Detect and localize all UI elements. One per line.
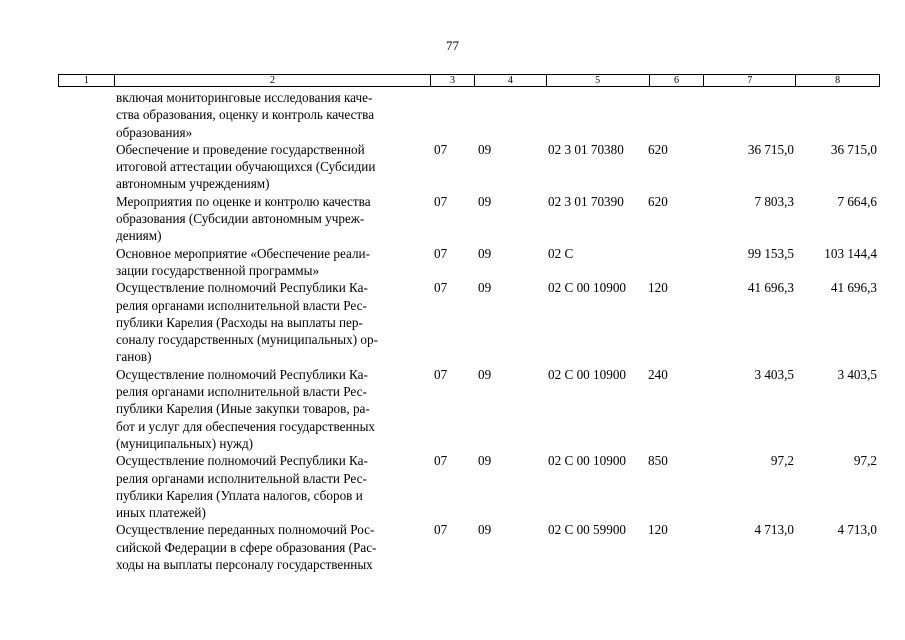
- description-line: публики Карелия (Иные закупки товаров, ра-: [116, 401, 370, 417]
- description-line: Осуществление полномочий Республики Ка-: [116, 366, 368, 382]
- row-description: [116, 452, 434, 521]
- description-line: ства образования, оценку и контроль качества: [116, 107, 375, 123]
- description-line: Основное мероприятие «Обеспечение реали-: [116, 245, 370, 261]
- row-description: [116, 366, 434, 452]
- subsection-code: 09: [478, 141, 492, 157]
- description-line: Осуществление полномочий Республики Ка-: [116, 453, 368, 469]
- row-description: [116, 521, 434, 573]
- table-row: [58, 452, 880, 521]
- description-line: Осуществление переданных полномочий Рос-: [116, 522, 375, 538]
- subsection-code: 09: [478, 280, 492, 296]
- amount-col-7: 7 803,3: [754, 193, 794, 209]
- description-line: публики Карелия (Уплата налогов, сборов и: [116, 487, 363, 503]
- page-number: 77: [446, 38, 459, 53]
- row-description: [116, 89, 434, 141]
- target-article-code: 02 3 01 70380: [548, 141, 624, 157]
- section-code: 07: [434, 245, 448, 261]
- target-article-code: 02 С 00 10900: [548, 453, 627, 469]
- section-code: 07: [434, 366, 448, 382]
- description-line: образования (Субсидии автономным учреж-: [116, 211, 365, 227]
- header-col-6: 6: [649, 75, 704, 86]
- subsection-code: 09: [478, 453, 492, 469]
- table-row: [58, 521, 880, 573]
- subsection-code: 09: [478, 245, 492, 261]
- expense-type-code: 240: [648, 366, 668, 382]
- expense-type-code: 620: [648, 141, 668, 157]
- description-line: Мероприятия по оценке и контролю качества: [116, 193, 371, 209]
- description-line: публики Карелия (Расходы на выплаты пер-: [116, 314, 363, 330]
- table-row: [58, 89, 880, 141]
- description-line: зации государственной программы»: [116, 262, 320, 278]
- description-line: автономным учреждениям): [116, 176, 270, 192]
- subsection-code: 09: [478, 522, 492, 538]
- amount-col-8: 7 664,6: [837, 193, 877, 209]
- description-line: ганов): [116, 349, 152, 365]
- amount-col-7: 41 696,3: [747, 280, 794, 296]
- row-description: [116, 141, 434, 193]
- table-row: [58, 141, 880, 193]
- expense-type-code: 620: [648, 193, 668, 209]
- description-line: образования»: [116, 124, 193, 140]
- description-line: релия органами исполнительной власти Рес-: [116, 384, 367, 400]
- section-code: 07: [434, 193, 448, 209]
- amount-col-8: 3 403,5: [837, 366, 877, 382]
- description-line: ходы на выплаты персоналу государственных: [116, 557, 373, 573]
- subsection-code: 09: [478, 193, 492, 209]
- amount-col-8: 103 144,4: [824, 245, 877, 261]
- table-row: [58, 193, 880, 245]
- description-line: соналу государственных (муниципальных) ор-: [116, 332, 378, 348]
- table-row: [58, 366, 880, 452]
- expense-type-code: 120: [648, 280, 668, 296]
- amount-col-8: 36 715,0: [830, 141, 877, 157]
- description-line: дениям): [116, 228, 162, 244]
- header-col-7: 7: [703, 75, 795, 86]
- table-header-row: [58, 74, 880, 87]
- row-description: [116, 245, 434, 280]
- description-line: иных платежей): [116, 505, 206, 521]
- description-line: сийской Федерации в сфере образования (Рас-: [116, 539, 377, 555]
- description-line: включая мониторинговые исследования каче-: [116, 90, 373, 105]
- header-col-2: 2: [114, 75, 430, 86]
- table-body: [58, 89, 880, 573]
- description-line: (муниципальных) нужд): [116, 435, 254, 451]
- amount-col-8: 41 696,3: [830, 280, 877, 296]
- description-line: Обеспечение и проведение государственной: [116, 141, 365, 157]
- amount-col-7: 36 715,0: [747, 141, 794, 157]
- table-row: [58, 279, 880, 365]
- target-article-code: 02 3 01 70390: [548, 193, 624, 209]
- description-line: Осуществление полномочий Республики Ка-: [116, 280, 368, 296]
- section-code: 07: [434, 453, 448, 469]
- amount-col-7: 99 153,5: [747, 245, 794, 261]
- header-col-1: 1: [83, 75, 89, 86]
- row-description: [116, 279, 434, 365]
- subsection-code: 09: [478, 366, 492, 382]
- description-line: релия органами исполнительной власти Рес-: [116, 297, 367, 313]
- header-col-3: 3: [430, 75, 474, 86]
- amount-col-7: 4 713,0: [754, 522, 794, 538]
- target-article-code: 02 С 00 59900: [548, 522, 627, 538]
- section-code: 07: [434, 280, 448, 296]
- header-col-8: 8: [795, 75, 879, 86]
- header-col-5: 5: [546, 75, 649, 86]
- description-line: релия органами исполнительной власти Рес-: [116, 470, 367, 486]
- table-row: [58, 245, 880, 280]
- target-article-code: 02 С: [548, 245, 574, 261]
- expense-type-code: 120: [648, 522, 668, 538]
- description-line: бот и услуг для обеспечения государственных: [116, 418, 376, 434]
- expense-type-code: 850: [648, 453, 668, 469]
- row-description: [116, 193, 434, 245]
- amount-col-8: 4 713,0: [837, 522, 877, 538]
- amount-col-7: 3 403,5: [754, 366, 794, 382]
- target-article-code: 02 С 00 10900: [548, 366, 627, 382]
- section-code: 07: [434, 522, 448, 538]
- description-line: итоговой аттестации обучающихся (Субсидии: [116, 159, 376, 175]
- target-article-code: 02 С 00 10900: [548, 280, 627, 296]
- amount-col-7: 97,2: [770, 453, 794, 469]
- header-col-4: 4: [474, 75, 546, 86]
- section-code: 07: [434, 141, 448, 157]
- amount-col-8: 97,2: [853, 453, 877, 469]
